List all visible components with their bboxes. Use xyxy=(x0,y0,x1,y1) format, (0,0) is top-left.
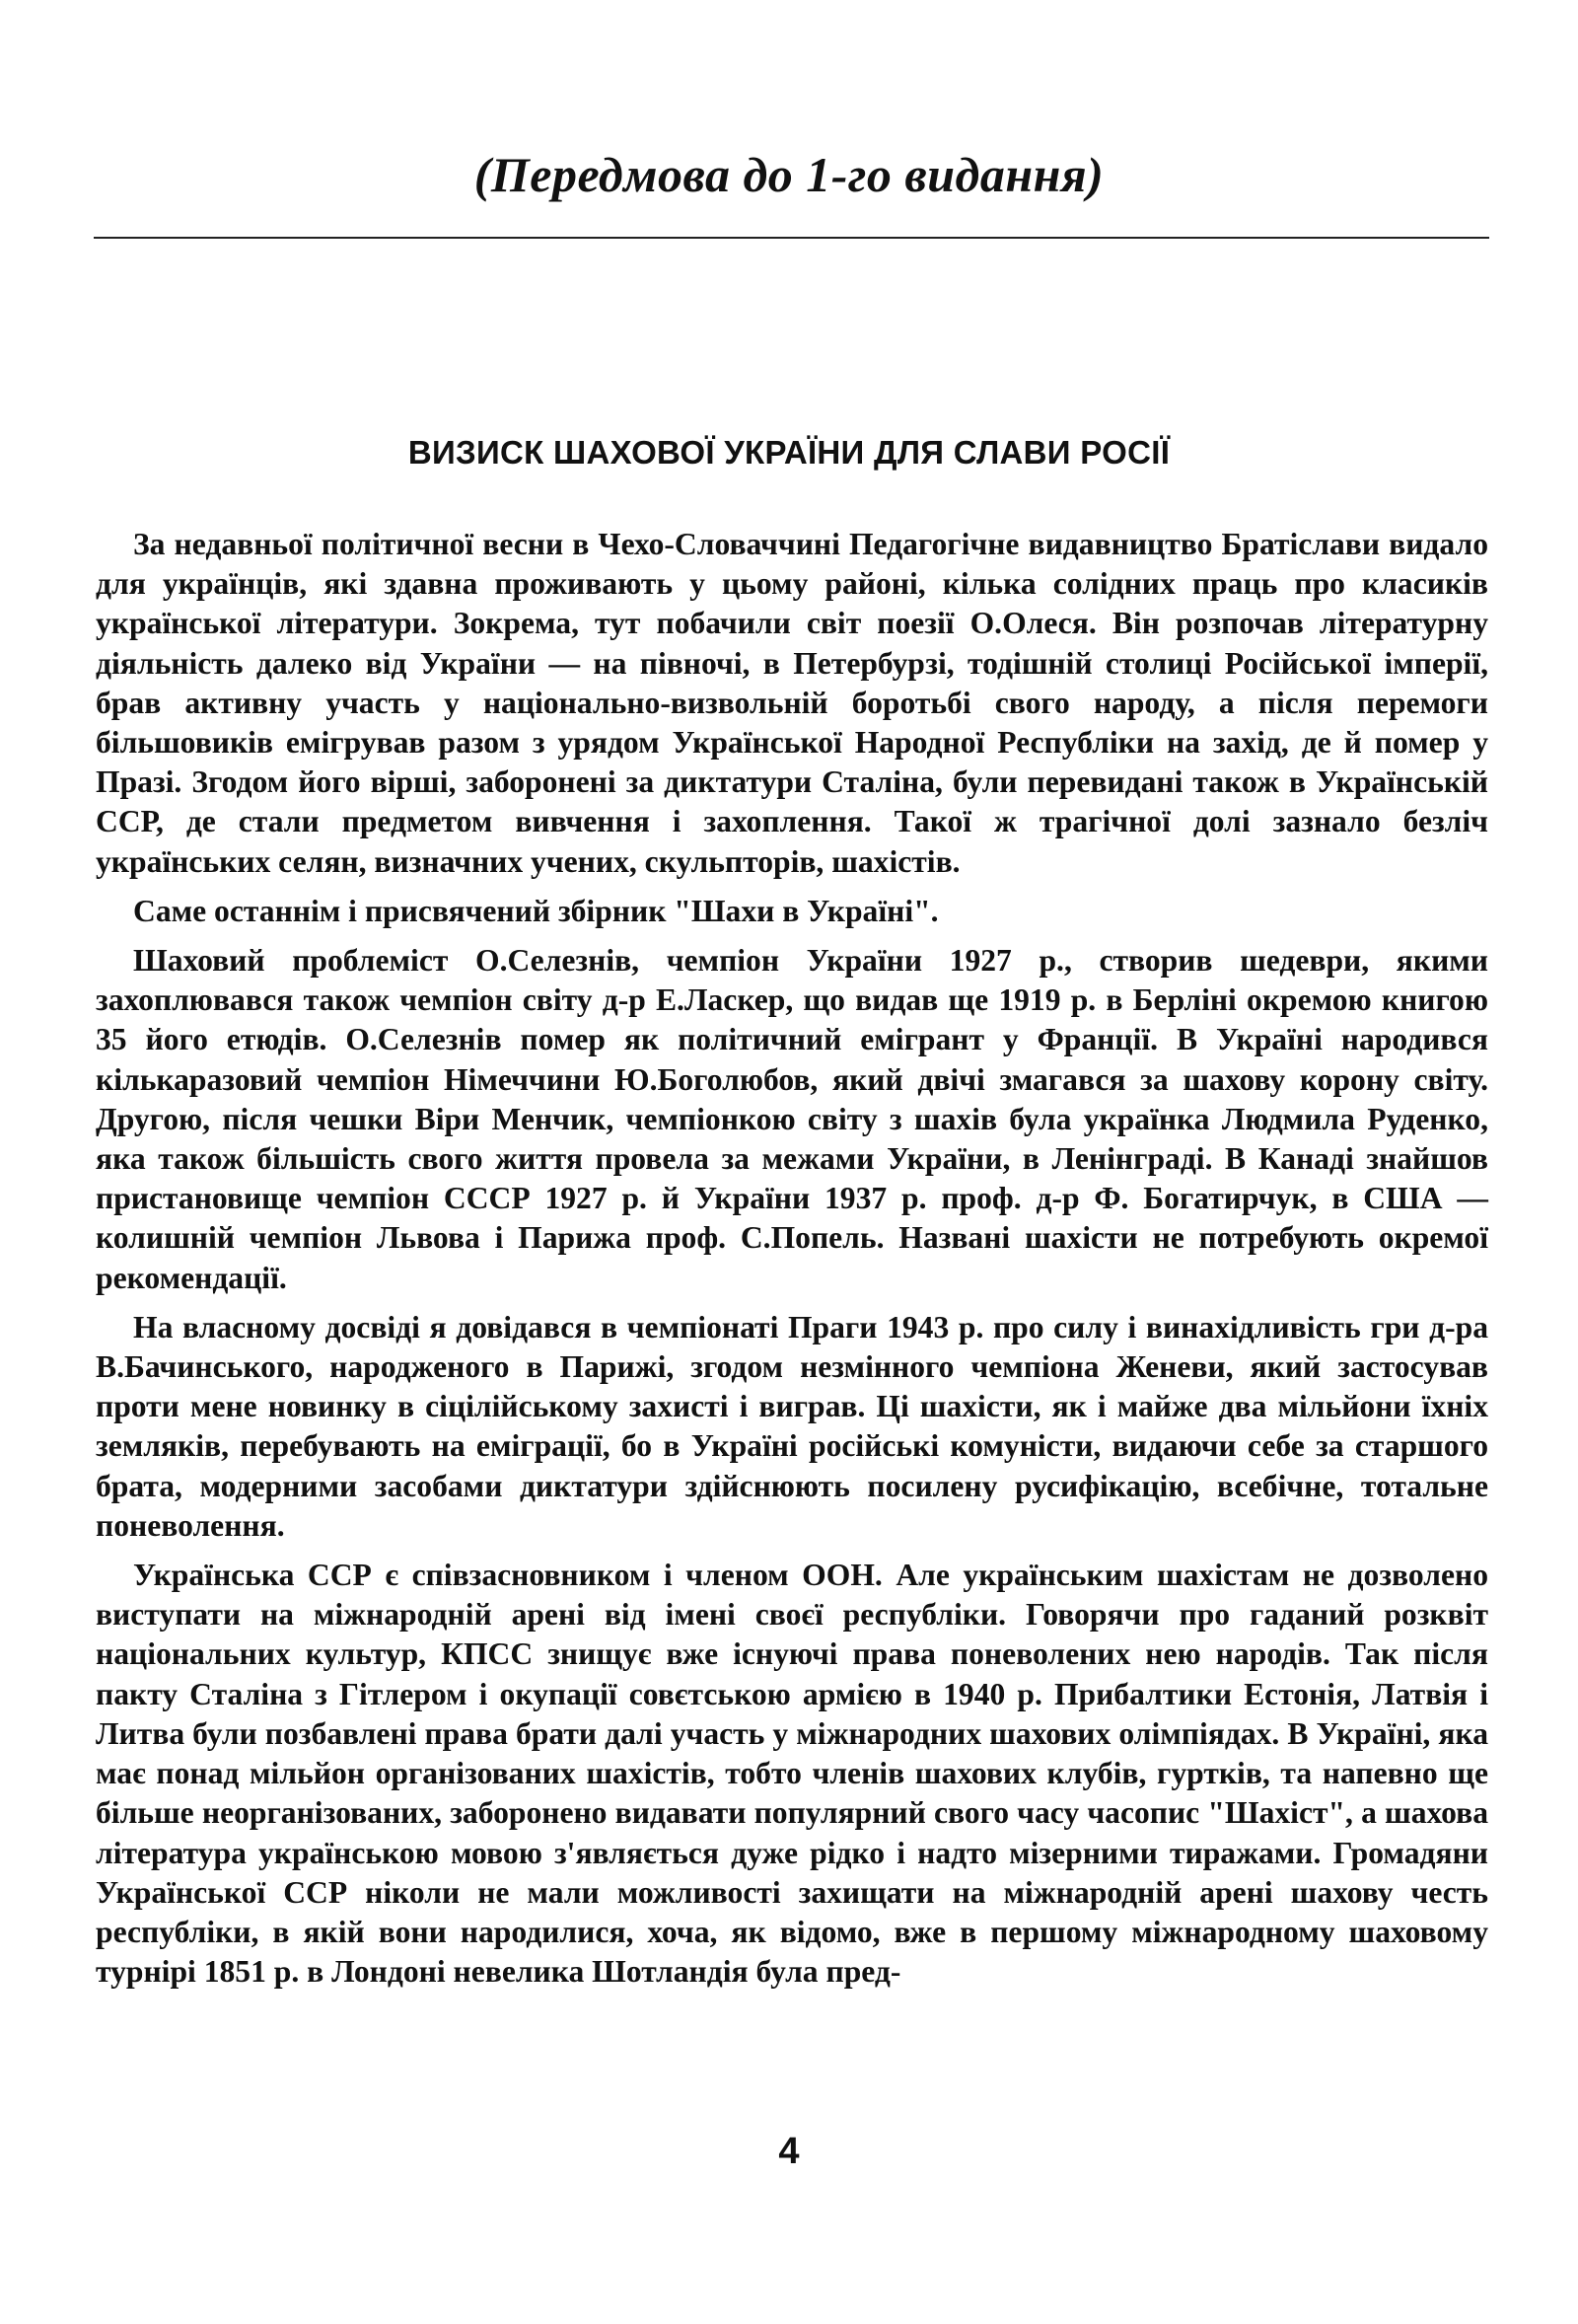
article-body xyxy=(96,525,1488,2001)
paragraph: На власному досвіді я довідався в чемпіонаті Праги 1943 р. про силу і винахідливість гри д-ра В.Бачинського, народженого в Парижі, згодом незмінного чемпіона Женеви, який застосував проти мене новинку в сіцілійському захисті і виграв. Ці шахісти, як і майже два мільйони їхніх земляків, перебувають на еміграції, бо в Україні російські комуністи, видаючи себе за старшого брата, модерними засобами диктатури здійснюють посилену русифікацію, всебічне, тотальне поневолення. xyxy=(96,1309,1488,1543)
running-head: (Передмова до 1-го видання) xyxy=(473,147,1105,202)
paragraph: Шаховий проблеміст О.Селезнів, чемпіон України 1927 р., створив шедеври, якими захоплювався також чемпіон світу д-р Е.Ласкер, що видав ще 1919 р. в Берліні окремою книгою 35 його етюдів. О.Селезнів помер як політичний емігрант у Франції. В Україні народився кількаразовий чемпіон Німеччини Ю.Боголюбов, який двічі змагався за шахову корону світу. Другою, після чешки Віри Менчик, чемпіонкою світу з шахів була українка Людмила Руденко, яка також більшість свого життя провела за межами України, в Ленінграді. В Канаді знайшов пристановище чемпіон СССР 1927 р. й України 1937 р. проф. д-р Ф. Богатирчук, в США — колишній чемпіон Львова і Парижа проф. С.Попель. Названі шахісти не потребують окремої рекомендації. xyxy=(96,943,1488,1295)
paragraph: Українська ССР є співзасновником і членом ООН. Але українським шахістам не дозволено виступати на міжнародній арені від імені своєї республіки. Говорячи про гаданий розквіт національних культур, КПСС знищує вже існуючі права поневолених нею народів. Так після пакту Сталіна з Гітлером і окупації совєтською армією в 1940 р. Прибалтики Естонія, Латвія і Литва були позбавлені права брати далі участь у міжнародних шахових олімпіядах. В Україні, яка має понад мільйон організованих шахістів, тобто членів шахових клубів, гуртків, та напевно ще більше неорганізованих, заборонено видавати популярний свого часу часопис "Шахіст", а шахова література українською мовою з'являється дуже рідко і надто мізерними тиражами. Громадяни Української ССР ніколи не мали можливості захищати на міжнародній арені шахову честь республіки, в якій вони народилися, хоча, як відомо, вже в першому міжнародному шаховому турнірі 1851 р. в Лондоні невелика Шотландія була пред- xyxy=(96,1558,1488,1990)
article-title: ВИЗИСК ШАХОВОЇ УКРАЇНИ ДЛЯ СЛАВИ РОСІЇ xyxy=(407,434,1171,471)
paragraph: Саме останнім і присвячений збірник "Шахи в Україні". xyxy=(133,893,939,928)
page-number: 4 xyxy=(778,2131,800,2172)
header-rule xyxy=(94,237,1489,239)
paragraph: За недавньої політичної весни в Чехо-Словаччині Педагогічне видавництво Братіслави видало для українців, які здавна проживають у цьому районі, кілька солідних праць про класиків української літератури. Зокрема, тут побачили світ поезії О.Олеся. Він розпочав літературну діяльність далеко від України — на півночі, в Петербурзі, тодішній столиці Російської імперії, брав активну участь у національно-визвольній боротьбі свого народу, а після перемоги більшовиків емігрував разом з урядом Української Народної Республіки на захід, де й помер у Празі. Згодом його вірші, заборонені за диктатури Сталіна, були перевидані також в Українській ССР, де стали предметом вивчення і захоплення. Такої ж трагічної долі зазнало безліч українських селян, визначних учених, скульпторів, шахістів. xyxy=(96,527,1488,879)
